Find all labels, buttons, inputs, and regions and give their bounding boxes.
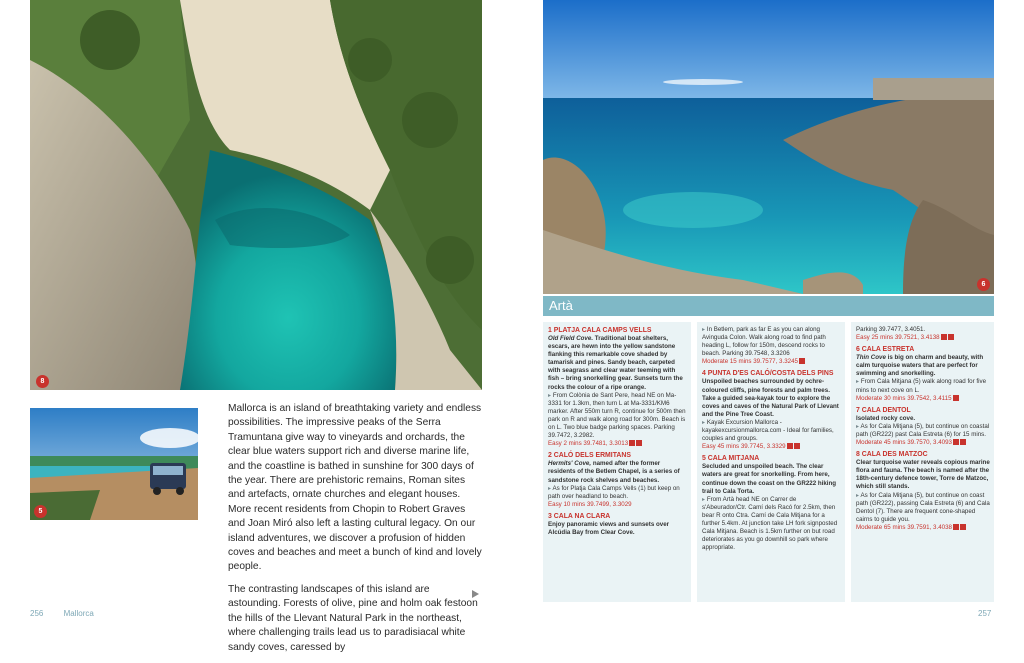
entry-meta: Easy 45 mins 39.7745, 3.3329 [702, 443, 841, 451]
parking-icon [960, 439, 966, 445]
map-pin-icon [953, 524, 959, 530]
entry-heading: 2 CALÓ DELS ERMITANS [548, 452, 631, 460]
entry-directions: ▸ As for Cala Mitjana (5), but continue on coast path (GR222), passing Cala Estreta (6) and Cala Dentol (7). There are frequent cone-shaped cairns to guide you. [856, 491, 990, 523]
listing-column-2 [697, 322, 845, 602]
map-pin-icon [799, 358, 805, 364]
entry-description: Unspoiled beaches surrounded by ochre-coloured cliffs, pine forests and palm trees. Take a guided sea-kayak tour to explore the coves and caves of the Natural Park of Llevant and the Pine Tree Coast. [702, 378, 839, 418]
entry-directions: ▸ From Colònia de Sant Pere, head NE on Ma-3331 for 1.3km, then turn L at Ma-3331/KM6 marker. After 550m turn R, continue for 500m then park on R and walk along road for 300m. Beach is on L. Two blue badge parking spaces. Parking 39.7472, 3.2982. [548, 391, 686, 440]
map-pin-icon [941, 334, 947, 340]
entry-heading: 1 PLATJA CALA CAMPS VELLS [548, 327, 652, 334]
entry-meta: Moderate 30 mins 39.7542, 3.4115 [856, 395, 990, 403]
page-number-right: 257 [978, 609, 992, 618]
rocky-coast-photo [543, 0, 994, 294]
entry-directions: ▸ Kayak Excursion Mallorca - kayakexcursionmallorca.com - Ideal for families, couples and groups. [702, 418, 834, 443]
entry-directions: ▸ As for Platja Cala Camps Vells (1) but keep on path over headland to beach. [548, 484, 680, 500]
listing-column-3 [851, 322, 994, 602]
parking-icon [948, 334, 954, 340]
entry-directions: ▸ As for Cala Mitjana (5), but continue on coastal path (GR222) past Cala Estreta (6) for 15 mins. [856, 422, 990, 438]
entry-description: Secluded and unspoiled beach. The clear waters are great for snorkelling. From here, continue down the coast on the GR222 hiking trail to Cala Torta. [702, 463, 837, 495]
photo-number-badge: 8 [36, 375, 49, 388]
entry-directions: ▸ In Betlem, park as far E as you can along Avinguda Colon. Walk along road to find path heading L, follow for 150m, descend rocks to beach. Parking 39.7548, 3.3206 [702, 326, 826, 358]
entry-meta: Easy 25 mins 39.7521, 3.4138 [856, 334, 990, 342]
listing-column-1 [543, 322, 691, 602]
intro-paragraph-1: Mallorca is an island of breathtaking variety and endless possibilities. The impressive peaks of the Serra Tramuntana give way to vineyards and orchards, the clear blue waters support rich and diverse marine life, and the coastline is bathed in sunshine for 300 days of the year. There are prehistoric remains, Roman sites and artefacts, ornate churches and elegant houses. More recent residents from Chopin to Robert Graves and Joan Miró also left a lasting cultural legacy. On our island adventures, we discover a profusion of hidden coves and beaches and meet a bunch of kind and lovely people. [228, 403, 482, 573]
left-folio [30, 609, 94, 618]
page-number-left: 256 [30, 609, 44, 618]
entry-description: Thin Cove is big on charm and beauty, with calm turquoise waters that are perfect for swimming and snorkelling. [856, 354, 984, 378]
entry-meta: Easy 10 mins 39.7499, 3.3029 [548, 500, 632, 508]
entry-heading: 6 CALA ESTRETA [856, 346, 915, 354]
running-head: Mallorca [63, 609, 94, 618]
aerial-cove-photo [30, 0, 482, 390]
entry-description: Hermits' Cove, named after the former residents of the Betlem Chapel, is a series of sandstone rock shelves and beaches. [548, 460, 680, 484]
entry-description: Clear turquoise water reveals copious marine flora and fauna. The beach is named after the 18th-century defence tower, Torre de Matzoc, which still stands. [856, 459, 990, 491]
coastal-van-photo [30, 408, 198, 520]
entry-heading: 3 CALA NA CLARA [548, 512, 611, 520]
entry-heading: 8 CALA DES MATZOC [856, 451, 928, 459]
entry-description: Old Field Cove. Traditional boat shelters, escars, are hewn into the yellow sandstone flanking this remarkable cove shaded by tamarisk and pines. Sandy beach, carpeted with seagrass and clear water teeming with fish – bring snorkelling gear. Sunsets turn the rocks the colour of a ripe orange. [548, 335, 683, 391]
entry-meta: Easy 2 mins 39.7481, 3.3013 [548, 440, 687, 448]
entry-heading: 5 CALA MITJANA [702, 455, 760, 463]
intro-text [228, 402, 482, 663]
entry-directions: ▸ From Artà head NE on Carrer de s'Abeurador/Ctr. Camí dels Racó for 2.5km, then bear R onto Ctra. Camí de Cala Mitjana for a further 5.4km. At junction take LH fork signposted Cala Mitjana. Beach is 1.5km further on but road deteriorates as you go downhill so park where appropriate. [702, 495, 838, 552]
entry-description: Enjoy panoramic views and sunsets over Alcúdia Bay from Clear Cove. [548, 520, 670, 536]
entry-meta: Moderate 45 mins 39.7570, 3.4093 [856, 439, 990, 447]
continue-arrow-icon [472, 590, 479, 598]
photo-number-badge: 6 [977, 278, 990, 291]
intro-paragraph-2: The contrasting landscapes of this island are astounding. Forests of olive, pine and holm oak festoon the hills of the Llevant Natural Park in the northeast, where challenging trails lead us to paradisiacal white sandy coves, caressed by [228, 583, 478, 653]
parking-icon [960, 524, 966, 530]
entry-directions: ▸ From Cala Mitjana (5) walk along road for five mins to next cove on L. [856, 378, 987, 394]
map-pin-icon [629, 440, 635, 446]
entry-description: Isolated rocky cove. [856, 414, 916, 422]
map-pin-icon [787, 443, 793, 449]
entry-heading: 7 CALA DENTOL [856, 406, 911, 414]
photo-number-badge: 5 [34, 505, 47, 518]
region-header [543, 296, 994, 316]
map-pin-icon [953, 439, 959, 445]
kayak-icon [794, 443, 800, 449]
entry-heading: 4 PUNTA D'ES CALÓ/COSTA DELS PINS [702, 370, 834, 378]
entry-meta: Moderate 15 mins 39.7577, 3.3245 [702, 358, 841, 366]
entry-meta: Moderate 65 mins 39.7591, 3.4038 [856, 524, 990, 532]
map-pin-icon [953, 395, 959, 401]
parking-icon [636, 440, 642, 446]
region-title: Artà [549, 298, 573, 313]
entry-directions: Parking 39.7477, 3.4051. [856, 326, 926, 333]
